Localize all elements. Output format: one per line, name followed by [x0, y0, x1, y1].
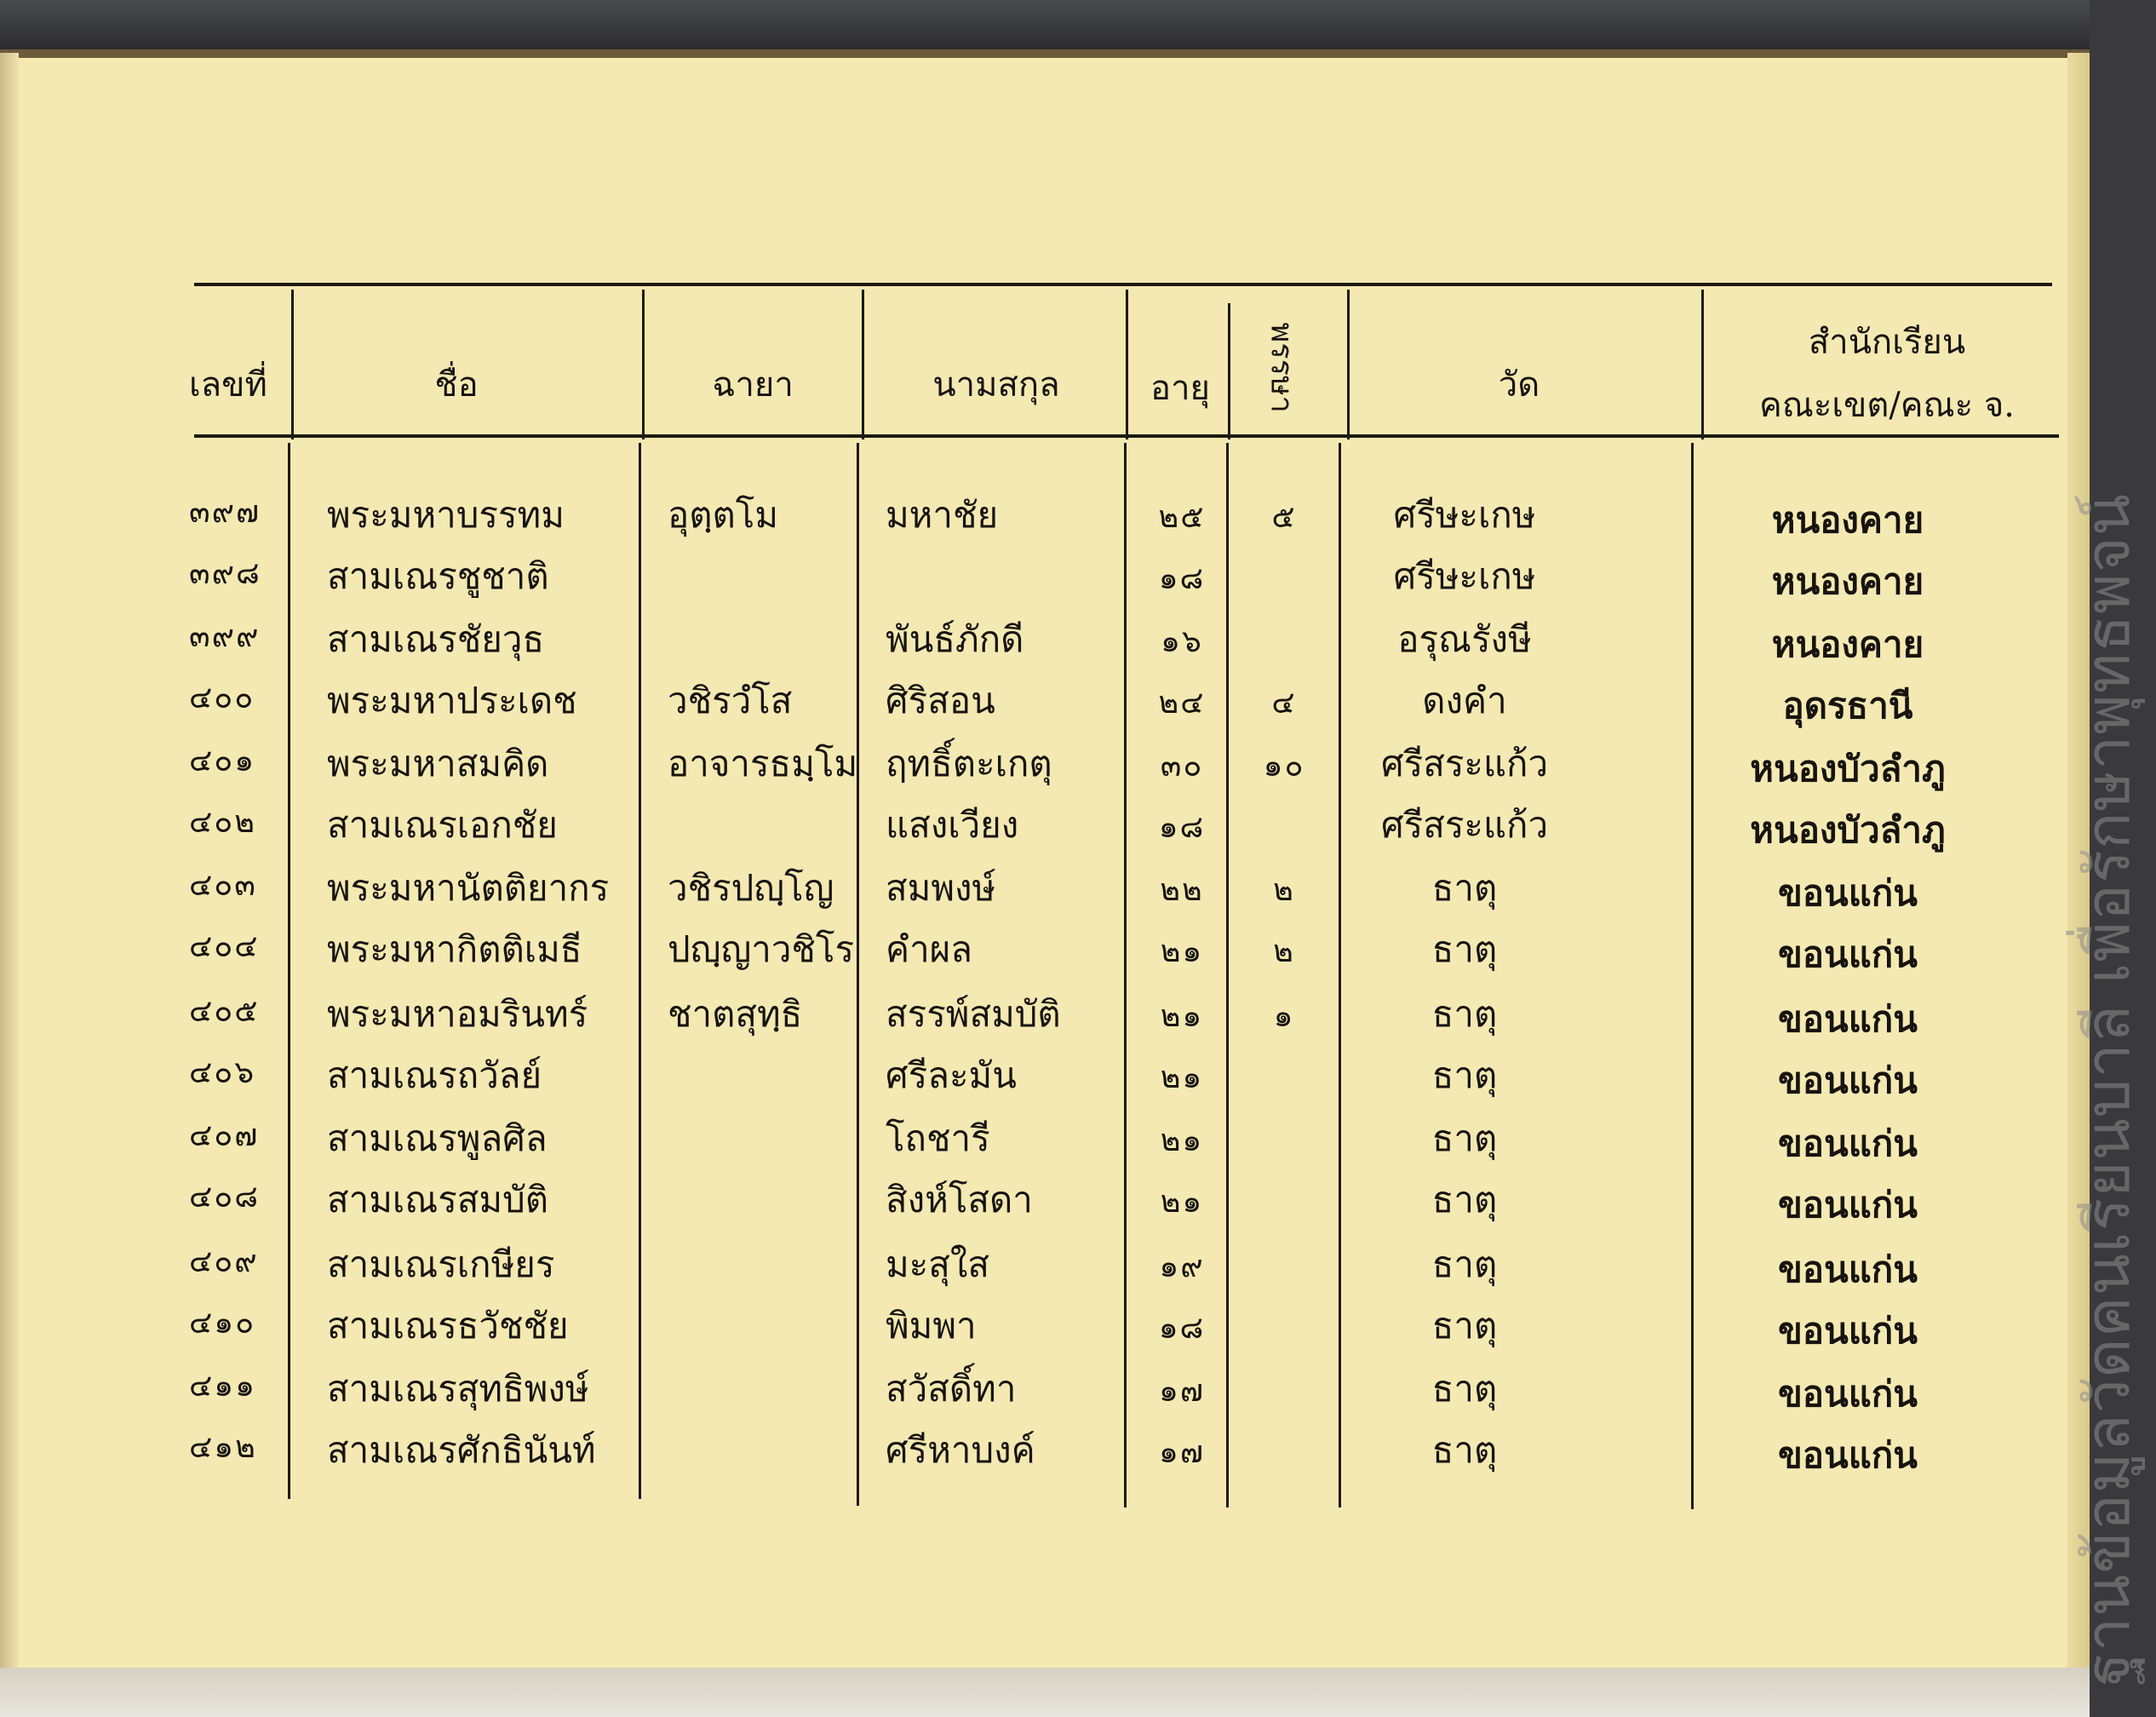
cell-chaya: อาจารธมฺโม: [668, 743, 858, 784]
cell-age: ๒๑: [1160, 1060, 1204, 1095]
cell-name: สามเณรสมบัติ: [327, 1179, 549, 1220]
cell-school: ขอนแก่น: [1778, 1310, 1918, 1352]
cell-no: ๔๐๙: [189, 1244, 259, 1279]
cell-age: ๑๙: [1159, 1249, 1205, 1284]
cell-surname: สรรพ์สมบัติ: [886, 993, 1061, 1035]
cell-name: สามเณรสุทธิพงษ์: [327, 1368, 589, 1410]
cell-school: หนองคาย: [1771, 623, 1924, 665]
cell-surname: แสงเวียง: [886, 804, 1019, 846]
cell-name: สามเณรศักธินันท์: [327, 1429, 596, 1471]
cell-surname: คำผล: [886, 928, 973, 970]
cell-surname: ฤทธิ์ตะเกตุ: [886, 743, 1052, 784]
cell-school: ขอนแก่น: [1778, 933, 1918, 975]
cell-wat: ธาตุ: [1431, 1179, 1498, 1220]
header-divider: [291, 290, 294, 439]
cell-no: ๓๙๗: [189, 495, 261, 530]
cell-no: ๔๑๐: [189, 1306, 256, 1341]
cell-name: สามเณรชัยวุธ: [327, 618, 545, 660]
cell-age: ๒๑: [1160, 934, 1204, 969]
cell-wat: ศรีสระแก้ว: [1380, 804, 1549, 846]
cell-no: ๔๐๓: [189, 868, 257, 903]
cell-wat: ธาตุ: [1431, 1429, 1498, 1471]
cell-age: ๒๒: [1160, 873, 1204, 908]
cell-wat: ดงคำ: [1422, 680, 1507, 721]
cell-age: ๑๘: [1158, 1311, 1206, 1346]
cell-wat: ธาตุ: [1431, 1117, 1498, 1159]
header-divider: [1126, 290, 1128, 439]
column-divider: [1124, 443, 1127, 1507]
cell-no: ๔๐๕: [189, 994, 260, 1029]
cell-surname: สวัสดิ์ทา: [886, 1368, 1017, 1410]
cell-age: ๒๑: [1160, 1185, 1204, 1220]
cell-wat: ศรีสระแก้ว: [1380, 743, 1549, 784]
cell-surname: ศรีหาบงค์: [886, 1429, 1035, 1471]
cell-phansa: ๑: [1273, 999, 1295, 1034]
cell-surname: พิมพา: [886, 1305, 977, 1347]
cell-wat: อรุณรังษี: [1397, 618, 1532, 660]
cell-name: พระมหากิตติเมธี: [327, 928, 582, 970]
cell-name: สามเณรชูชาติ: [327, 555, 549, 597]
header-divider: [1701, 290, 1704, 439]
header-divider: [642, 290, 645, 439]
table-top-rule: [194, 283, 2052, 286]
cell-wat: ศรีษะเกษ: [1393, 494, 1536, 536]
header-chaya: ฉายา: [712, 365, 794, 405]
cell-school: หนองคาย: [1771, 499, 1924, 541]
cell-school: หนองบัวลำภู: [1750, 809, 1946, 851]
cell-age: ๓๐: [1160, 749, 1204, 784]
cell-surname: ศิริสอน: [886, 680, 995, 721]
cell-age: ๒๔: [1158, 686, 1206, 721]
cell-no: ๔๐๘: [189, 1180, 260, 1215]
cell-school: หนองบัวลำภู: [1750, 748, 1946, 790]
cell-name: พระมหาสมคิด: [327, 743, 549, 784]
cell-name: สามเณรธวัชชัย: [327, 1305, 569, 1347]
cell-age: ๒๑: [1160, 1123, 1204, 1158]
cell-wat: ธาตุ: [1431, 1368, 1498, 1410]
cell-surname: โถชารี: [886, 1117, 990, 1159]
cell-name: สามเณรเกษียร: [327, 1243, 555, 1285]
cell-age: ๑๗: [1159, 1435, 1205, 1470]
cell-wat: ศรีษะเกษ: [1393, 555, 1536, 597]
cell-no: ๔๐๐: [189, 680, 255, 715]
cell-phansa: ๒: [1273, 873, 1295, 908]
cell-school: อุดรธานี: [1782, 685, 1913, 726]
cell-name: สามเณรพูลศิล: [327, 1117, 548, 1159]
cell-school: ขอนแก่น: [1778, 998, 1918, 1040]
cell-no: ๔๐๑: [189, 744, 256, 778]
cell-name: สามเณรถวัลย์: [327, 1054, 542, 1096]
cell-chaya: วชิรวํโส: [668, 680, 793, 721]
header-divider: [1347, 290, 1350, 439]
cell-school: ขอนแก่น: [1778, 1434, 1918, 1476]
cell-phansa: ๑๐: [1263, 749, 1305, 784]
header-surname: นามสกุล: [932, 365, 1060, 405]
header-age: อายุ: [1150, 369, 1210, 408]
column-divider: [288, 443, 290, 1499]
cell-chaya: ปญฺญาวชิโร: [668, 928, 855, 970]
watermark-text: ฐานข้อมูลวัดคนเรียนบาลี เพื่อรักษาพุทธพจน์: [2072, 492, 2143, 1686]
header-divider: [1228, 303, 1230, 439]
column-divider: [639, 443, 641, 1499]
cell-no: ๔๑๑: [189, 1369, 256, 1404]
cell-name: พระมหาประเดช: [327, 680, 577, 721]
cell-surname: ศรีละมัน: [886, 1054, 1017, 1096]
cell-age: ๑๘: [1158, 810, 1206, 845]
cell-age: ๑๗: [1159, 1374, 1205, 1409]
cell-wat: ธาตุ: [1431, 928, 1498, 970]
cell-name: พระมหาบรรทม: [327, 494, 565, 536]
header-wat: วัด: [1498, 365, 1540, 405]
cell-school: ขอนแก่น: [1778, 1249, 1918, 1290]
header-school-line1: สำนักเรียน: [1808, 323, 1966, 362]
cell-wat: ธาตุ: [1431, 993, 1498, 1035]
cell-no: ๔๐๖: [189, 1055, 256, 1090]
cell-no: ๔๐๒: [189, 805, 256, 840]
cell-phansa: ๕: [1271, 500, 1297, 535]
cell-phansa: ๒: [1273, 934, 1295, 969]
cell-wat: ธาตุ: [1431, 867, 1498, 909]
cell-wat: ธาตุ: [1431, 1054, 1498, 1096]
header-phansa: พรรษา: [1264, 322, 1299, 413]
column-divider: [1691, 443, 1694, 1509]
cell-name: พระมหานัตติยากร: [327, 867, 610, 909]
cell-no: ๔๑๒: [189, 1430, 257, 1465]
cell-name: พระมหาอมรินทร์: [327, 993, 588, 1035]
cell-surname: สิงห์โสดา: [886, 1179, 1033, 1220]
cell-wat: ธาตุ: [1431, 1243, 1498, 1285]
cell-age: ๑๘: [1158, 561, 1206, 596]
cell-school: ขอนแก่น: [1778, 1123, 1918, 1164]
cell-school: ขอนแก่น: [1778, 1373, 1918, 1415]
cell-age: ๒๑: [1160, 999, 1204, 1034]
header-name: ชื่อ: [434, 365, 479, 405]
header-no: เลขที่: [189, 365, 267, 405]
cell-no: ๔๐๔: [189, 929, 260, 964]
cell-name: สามเณรเอกชัย: [327, 804, 558, 846]
header-divider: [862, 290, 864, 439]
cell-chaya: วชิรปญฺโญ: [668, 867, 834, 909]
cell-phansa: ๔: [1271, 686, 1297, 721]
cell-surname: มหาชัย: [886, 494, 999, 536]
header-school-line2: คณะเขต/คณะ จ.: [1758, 386, 2016, 425]
cell-no: ๔๐๗: [189, 1118, 260, 1153]
cell-surname: พันธ์ภักดี: [886, 618, 1024, 660]
cell-surname: มะสุใส: [886, 1243, 990, 1285]
cell-school: ขอนแก่น: [1778, 1059, 1918, 1101]
cell-age: ๒๕: [1158, 500, 1206, 535]
cell-no: ๓๙๙: [189, 619, 261, 654]
cell-age: ๑๖: [1161, 624, 1203, 659]
column-divider: [1226, 443, 1229, 1507]
cell-chaya: ชาตสุทฺธิ: [668, 993, 803, 1035]
cell-chaya: อุตฺตโม: [668, 494, 779, 536]
column-divider: [857, 443, 859, 1506]
cell-wat: ธาตุ: [1431, 1305, 1498, 1347]
cell-school: ขอนแก่น: [1778, 872, 1918, 914]
cell-surname: สมพงษ์: [886, 867, 996, 909]
cell-no: ๓๙๘: [189, 556, 261, 591]
column-divider: [1339, 443, 1341, 1507]
cell-school: หนองคาย: [1771, 560, 1924, 602]
cell-school: ขอนแก่น: [1778, 1184, 1918, 1226]
